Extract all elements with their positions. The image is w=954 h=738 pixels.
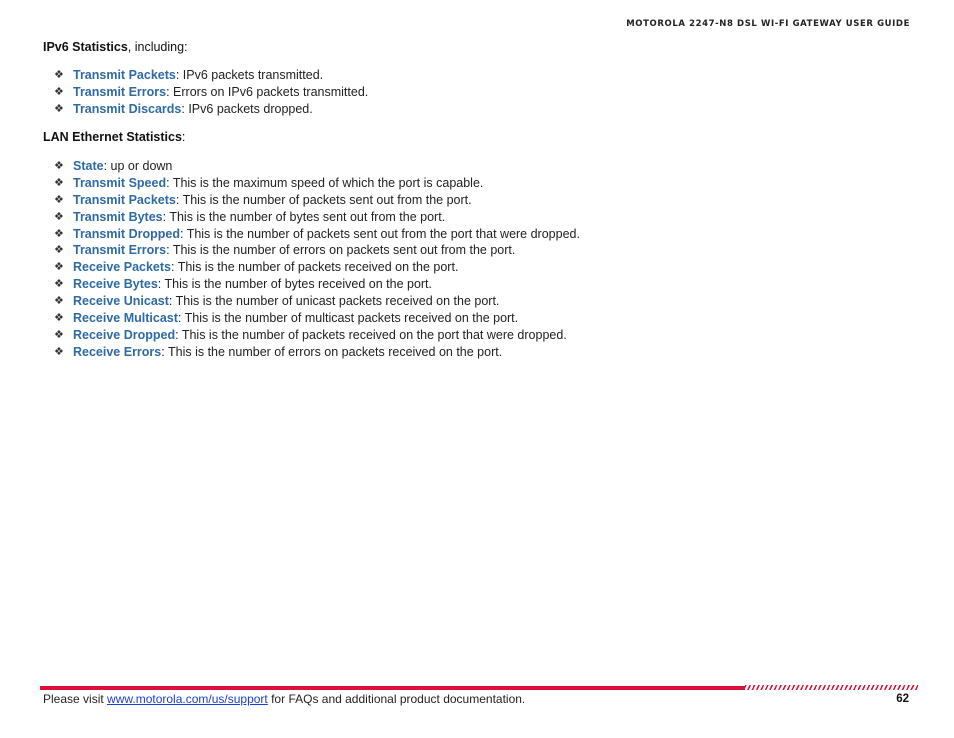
statistic-description: : This is the number of unicast packets received on the port. (168, 294, 500, 309)
lan-heading-rest: : (181, 130, 186, 144)
statistic-term: Receive Dropped (73, 327, 176, 342)
lan-heading-bold: LAN Ethernet Statistics (43, 130, 182, 144)
statistic-term: Receive Errors (73, 344, 162, 359)
statistic-description: : Errors on IPv6 packets transmitted. (166, 84, 369, 99)
statistic-description: : This is the maximum speed of which the port is capable. (166, 175, 484, 190)
diamond-bullet-icon: ❖ (54, 227, 64, 240)
diamond-bullet-icon: ❖ (54, 69, 64, 81)
statistic-term: Receive Packets (73, 260, 171, 275)
diamond-bullet-icon: ❖ (54, 176, 64, 189)
list-item (54, 344, 580, 361)
statistic-term: Transmit Packets (73, 192, 176, 207)
list-item (54, 192, 580, 209)
diamond-bullet-icon: ❖ (54, 102, 64, 115)
ipv6-heading-rest: , including: (127, 40, 188, 54)
statistic-term: Transmit Discards (73, 101, 182, 116)
statistic-term: Receive Bytes (73, 277, 158, 292)
statistic-term: Receive Unicast (73, 294, 169, 309)
diamond-bullet-icon: ❖ (54, 345, 64, 358)
ipv6-statistics-list (54, 67, 368, 118)
statistic-term: Transmit Bytes (73, 209, 163, 224)
statistic-term: State (73, 159, 104, 173)
running-header: MOTOROLA 2247-N8 DSL WI-FI GATEWAY USER GUIDE (626, 19, 910, 29)
diamond-bullet-icon: ❖ (54, 244, 64, 257)
list-item (54, 293, 580, 310)
statistic-term: Transmit Dropped (73, 226, 180, 241)
statistic-description: : This is the number of packets sent out from the port that were dropped. (179, 226, 580, 241)
statistic-description: : IPv6 packets dropped. (181, 101, 313, 116)
lan-ethernet-statistics-list (54, 158, 580, 361)
statistic-description: : This is the number of packets received on the port that were dropped. (175, 327, 567, 342)
statistic-term: Transmit Speed (73, 175, 167, 190)
statistic-description: : This is the number of packets sent out from the port. (175, 192, 472, 207)
list-item (54, 84, 368, 101)
diamond-bullet-icon: ❖ (54, 261, 64, 274)
list-item (54, 175, 580, 192)
list-item (54, 101, 368, 118)
diamond-bullet-icon: ❖ (54, 85, 64, 98)
list-item (54, 327, 580, 344)
footer-support-note (43, 692, 525, 706)
list-item (54, 67, 368, 84)
diamond-bullet-icon: ❖ (54, 278, 64, 291)
ipv6-statistics-heading (43, 40, 188, 54)
statistic-description: : This is the number of bytes received on the port. (157, 277, 432, 292)
support-link[interactable]: www.motorola.com/us/support (107, 692, 268, 706)
statistic-term: Transmit Errors (73, 84, 167, 99)
statistic-description: : up or down (103, 159, 173, 173)
list-item (54, 310, 580, 327)
list-item (54, 259, 580, 276)
statistic-description: : IPv6 packets transmitted. (175, 68, 324, 82)
list-item (54, 209, 580, 226)
page-number: 62 (896, 693, 909, 705)
statistic-term: Transmit Errors (73, 243, 167, 258)
footer-rule (40, 686, 745, 690)
diamond-bullet-icon: ❖ (54, 160, 64, 172)
lan-ethernet-statistics-heading (43, 130, 185, 144)
statistic-term: Transmit Packets (73, 68, 176, 82)
footer-suffix: for FAQs and additional product documentation. (267, 692, 526, 706)
diamond-bullet-icon: ❖ (54, 312, 64, 325)
diamond-bullet-icon: ❖ (54, 328, 64, 341)
diamond-bullet-icon: ❖ (54, 210, 64, 223)
statistic-description: : This is the number of errors on packets sent out from the port. (166, 243, 516, 258)
footer-prefix: Please visit (43, 692, 108, 706)
list-item (54, 226, 580, 243)
statistic-description: : This is the number of multicast packets received on the port. (177, 311, 519, 326)
diamond-bullet-icon: ❖ (54, 295, 64, 308)
statistic-description: : This is the number of packets received on the port. (171, 260, 459, 275)
diamond-bullet-icon: ❖ (54, 193, 64, 206)
list-item (54, 242, 580, 259)
list-item (54, 276, 580, 293)
statistic-term: Receive Multicast (73, 311, 178, 326)
ipv6-heading-bold: IPv6 Statistics (43, 40, 128, 54)
statistic-description: : This is the number of bytes sent out from the port. (162, 209, 446, 224)
list-item (54, 158, 580, 175)
statistic-description: : This is the number of errors on packets received on the port. (161, 344, 503, 359)
footer-hatch-decoration (745, 685, 918, 690)
